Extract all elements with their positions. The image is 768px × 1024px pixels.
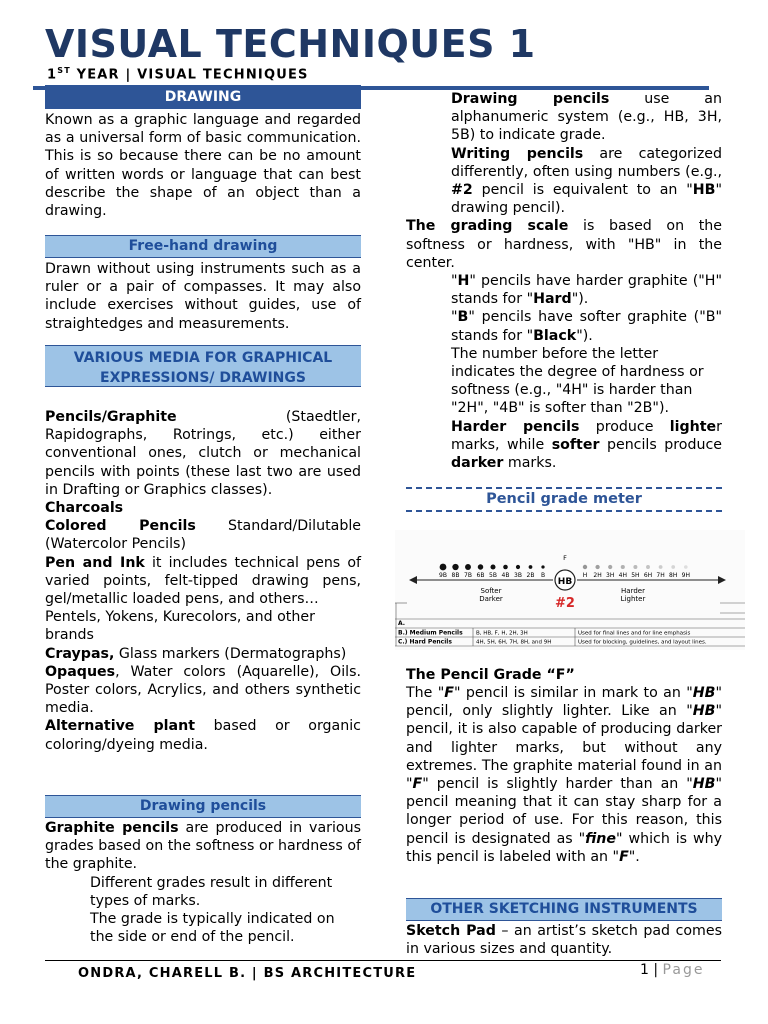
grade-label-6b: 6B — [476, 572, 485, 579]
grade-label-3h: 3H — [606, 572, 615, 579]
grade-label-9b: 9B — [439, 572, 447, 579]
media-opaques: Opaques, Water colors (Aquarelle), Oils. Poster colors, Acrylics, and others synthetic media. — [45, 663, 361, 717]
soft-grade-labels — [439, 572, 545, 579]
soft-dot-8b — [452, 564, 458, 570]
section-header-drawing-pencils: Drawing pencils — [45, 795, 361, 818]
page-title: VISUAL TECHNIQUES 1 — [45, 22, 536, 66]
subtitle-sup: ST — [57, 66, 71, 75]
grade-f-paragraph: The "F" pencil is similar in mark to an "HB" pencil, only slightly lighter. Like an "HB" pencil, it is also capable of producing darker and lighter marks, but without any extremes. The graphite material found in an "F" pencil is slightly harder than an "HB" pencil meaning that it can stay sharp for a longer period of use. For this reason, this pencil is designated as "fine" which is why this pencil is labeled with an "F". — [406, 685, 722, 865]
grade-label-5h: 5H — [631, 572, 640, 579]
footer-rule — [45, 960, 721, 961]
hard-dot-5h — [633, 565, 637, 569]
grade-label-2h: 2H — [593, 572, 602, 579]
meter-rule-bottom — [406, 510, 722, 512]
row-b-grades: B, HB, F, H, 2H, 3H — [476, 630, 528, 637]
soft-dot-4b — [503, 565, 508, 570]
hard-dot-8h — [671, 565, 675, 569]
grade-label-2b: 2B — [526, 572, 535, 579]
subtitle-rest: YEAR | VISUAL TECHNIQUES — [70, 67, 309, 83]
media-craypas: Craypas, Glass markers (Dermatographs) — [45, 645, 347, 662]
grades-indicated: The grade is typically indicated on the side or end of the pencil. — [90, 911, 335, 946]
harder-label: Harder — [621, 587, 645, 595]
grade-label-7b: 7B — [464, 572, 472, 579]
num2-label: #2 — [555, 596, 575, 611]
section-header-other-instruments: OTHER SKETCHING INSTRUMENTS — [406, 898, 722, 921]
b-pencils-para: "B" pencils have softer graphite ("B" stands for "Black"). — [451, 309, 722, 344]
hard-dot-6h — [646, 565, 650, 569]
row-c-use: Used for blocking, guidelines, and layout lines. — [578, 639, 707, 646]
drawing-pencils-para: Drawing pencils use an alphanumeric system (e.g., HB, 3H, 5B) to indicate grade. — [451, 91, 722, 144]
grade-f-header: The Pencil Grade “F” — [406, 667, 575, 683]
soft-dot-5b — [490, 564, 495, 569]
meter-rule-top — [406, 487, 722, 489]
section-header-media: VARIOUS MEDIA FOR GRAPHICAL EXPRESSIONS/ DRAWINGS — [45, 345, 361, 387]
media-charcoals: Charcoals — [45, 500, 124, 517]
grade-label-h: H — [582, 572, 588, 579]
hard-dot-4h — [621, 565, 625, 569]
grade-label-9h: 9H — [681, 572, 690, 579]
lighter-label: Lighter — [620, 595, 646, 603]
section-header-drawing: DRAWING — [45, 85, 361, 109]
graphite-paragraph: Graphite pencils are produced in various grades based on the softness or hardness of the graphite. — [45, 820, 361, 873]
subtitle-num: 1 — [47, 67, 58, 83]
grade-label-b: B — [540, 572, 546, 579]
grade-label-6h: 6H — [643, 572, 653, 579]
row-a-label: A. — [398, 620, 406, 627]
row-c-grades: 4H, 5H, 6H, 7H, 8H, and 9H — [476, 639, 552, 646]
drawing-paragraph: Known as a graphic language and regarded as a universal form of basic communication. This is so because there can be no amount of written words or language that can best describe the shape of an object than a drawing. — [45, 112, 361, 220]
soft-dot-b — [541, 565, 544, 568]
soft-dot-2b — [529, 565, 533, 569]
hard-dot-2h — [595, 565, 599, 569]
graphite-section — [45, 819, 361, 946]
pencil-systems — [406, 90, 722, 472]
grading-scale-para: The grading scale is based on the softness or hardness, with "HB" in the center. — [406, 218, 723, 271]
sketch-pad-paragraph: Sketch Pad – an artist’s sketch pad comes in various sizes and quantity. — [406, 923, 722, 958]
media-alternative: Alternative plant based or organic coloring/dyeing media. — [45, 718, 361, 753]
hard-dot-9h — [684, 565, 688, 569]
grade-label-4h: 4H — [618, 572, 627, 579]
soft-dot-7b — [465, 564, 471, 570]
grade-label-3b: 3B — [514, 572, 522, 579]
media-colored: Colored Pencils Standard/Dilutable (Watercolor Pencils) — [45, 518, 361, 553]
media-list — [45, 408, 361, 754]
media-pentels: Pentels, Yokens, Kurecolors, and other brands — [45, 609, 315, 644]
hb-label: HB — [557, 577, 573, 587]
softer-label: Softer — [480, 587, 502, 595]
grades-marks: Different grades result in different types of marks. — [90, 874, 333, 909]
footer-page-number: 1 | Page — [640, 962, 705, 978]
hard-dot-7h — [659, 565, 663, 569]
harder-softer-para: Harder pencils produce lighter marks, while softer pencils produce darker marks. — [451, 418, 722, 472]
darker-label: Darker — [479, 595, 503, 603]
h-pencils-para: "H" pencils have harder graphite ("H" stands for "Hard"). — [451, 273, 722, 308]
grade-label-8h: 8H — [669, 572, 678, 579]
pencil-grade-meter-figure — [395, 530, 745, 650]
soft-dot-6b — [478, 564, 483, 569]
soft-dot-9b — [440, 564, 447, 571]
footer-author: ONDRA, CHARELL B. | BS ARCHITECTURE — [78, 966, 417, 981]
grade-label-5b: 5B — [489, 572, 497, 579]
grade-label-7h: 7H — [656, 572, 665, 579]
soft-dot-3b — [516, 565, 520, 569]
f-label: F — [563, 554, 567, 562]
row-b-label: B.) Medium Pencils — [398, 629, 463, 637]
number-para: The number before the letter indicates the degree of hardness or softness (e.g., "4H" is harder than "2H", "4B" is softer than "2B"). — [451, 345, 704, 417]
media-pen: Pen and Ink it includes technical pens of varied points, felt-tipped drawing pens, gel/metallic loaded pens, and others… — [45, 554, 361, 608]
grade-label-4b: 4B — [501, 572, 510, 579]
freehand-paragraph: Drawn without using instruments such as a ruler or a pair of compasses. It may also include exercises without guides, use of straightedges and measurements. — [45, 261, 361, 332]
grade-label-8b: 8B — [451, 572, 460, 579]
meter-header: Pencil grade meter — [486, 491, 642, 507]
row-c-label: C.) Hard Pencils — [398, 638, 452, 646]
page-subtitle — [47, 66, 309, 82]
row-b-use: Used for final lines and for line emphasis — [578, 630, 691, 637]
hard-dot-3h — [608, 565, 612, 569]
writing-pencils-para: Writing pencils are categorized differently, often using numbers (e.g., #2 pencil is equivalent to an "HB" drawing pencil). — [451, 145, 722, 217]
section-header-freehand: Free-hand drawing — [45, 235, 361, 258]
media-pencils: Pencils/Graphite (Staedtler, Rapidographs, Rotrings, etc.) either conventional ones, clutch or mechanical pencils with points (these last two are used in Drafting or Graphics classes). — [45, 409, 361, 498]
hard-dot-h — [583, 565, 587, 569]
hard-grade-labels — [583, 572, 690, 579]
